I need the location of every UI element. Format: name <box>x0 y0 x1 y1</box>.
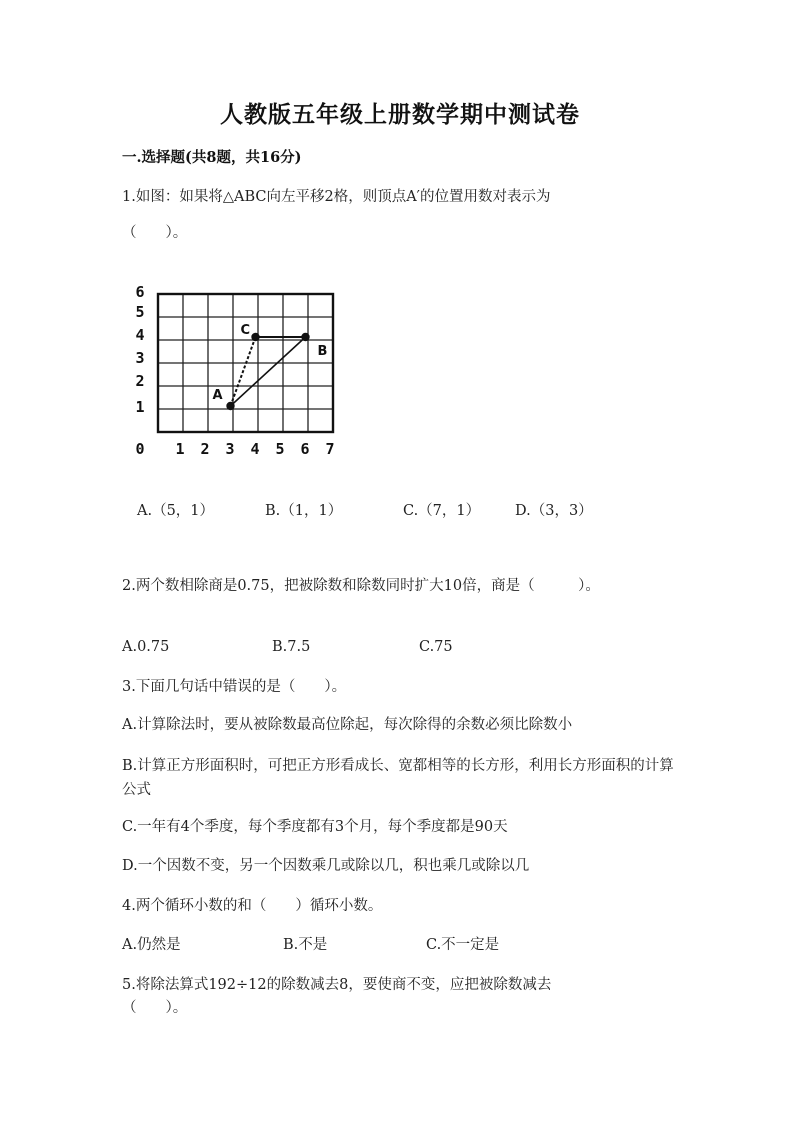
x-tick-label: 6 <box>300 440 310 458</box>
x-tick-label: 0 <box>135 440 145 458</box>
q3-option-b[interactable]: B.计算正方形面积时，可把正方形看成长、宽都相等的长方形，利用长方形面积的计算公式 <box>122 758 674 798</box>
q1-option-b[interactable]: B.（1，1） <box>265 503 343 519</box>
x-tick-label: 1 <box>175 440 185 458</box>
x-tick-label: 2 <box>200 440 210 458</box>
question-1-blank: （ ）。 <box>122 225 188 241</box>
point-label-c: C <box>240 323 251 338</box>
y-tick-label: 2 <box>135 372 145 390</box>
q2-option-a[interactable]: A.0.75 <box>122 639 170 655</box>
q4-option-a[interactable]: A.仍然是 <box>122 937 181 953</box>
question-5-stem: 5.将除法算式192÷12的除数减去8，要使商不变，应把被除数减去 <box>122 977 552 993</box>
y-tick-label: 1 <box>135 398 145 416</box>
triangle-edge-ac <box>231 337 256 406</box>
section-heading: 一.选择题(共8题，共16分) <box>122 149 302 166</box>
coordinate-grid-figure <box>118 282 358 460</box>
page-title: 人教版五年级上册数学期中测试卷 <box>220 101 580 128</box>
q1-option-c[interactable]: C.（7，1） <box>403 503 481 519</box>
question-3-stem: 3.下面几句话中错误的是（ ）。 <box>122 679 347 695</box>
q2-option-c[interactable]: C.75 <box>419 639 453 655</box>
question-2-stem: 2.两个数相除商是0.75，把被除数和除数同时扩大10倍，商是（ ）。 <box>122 578 600 594</box>
x-tick-label: 3 <box>225 440 235 458</box>
point-label-a: A <box>212 388 223 403</box>
y-tick-label: 6 <box>135 283 145 301</box>
triangle-edge-ab <box>231 337 306 406</box>
question-5-blank: （ ）。 <box>122 1000 188 1016</box>
q4-option-c[interactable]: C.不一定是 <box>426 937 500 953</box>
q3-option-d[interactable]: D.一个因数不变，另一个因数乘几或除以几，积也乘几或除以几 <box>122 858 530 874</box>
q1-option-a[interactable]: A.（5，1） <box>137 503 215 519</box>
question-4-stem: 4.两个循环小数的和（ ）循环小数。 <box>122 898 383 914</box>
q4-option-b[interactable]: B.不是 <box>283 937 328 953</box>
point-c <box>251 333 259 341</box>
x-tick-label: 4 <box>250 440 260 458</box>
x-tick-label: 5 <box>275 440 285 458</box>
q3-option-a[interactable]: A.计算除法时，要从被除数最高位除起，每次除得的余数必须比除数小 <box>122 717 573 733</box>
point-label-b: B <box>317 344 328 359</box>
x-tick-label: 7 <box>325 440 335 458</box>
point-a <box>226 402 234 410</box>
y-tick-label: 4 <box>135 326 145 344</box>
question-1-stem: 1.如图：如果将△ABC向左平移2格，则顶点A′的位置用数对表示为 <box>122 189 551 205</box>
y-tick-label: 5 <box>135 303 145 321</box>
point-b <box>301 333 309 341</box>
q2-option-b[interactable]: B.7.5 <box>272 639 311 655</box>
y-tick-label: 3 <box>135 349 145 367</box>
q1-option-d[interactable]: D.（3，3） <box>515 503 593 519</box>
q3-option-c[interactable]: C.一年有4个季度，每个季度都有3个月，每个季度都是90天 <box>122 819 508 835</box>
